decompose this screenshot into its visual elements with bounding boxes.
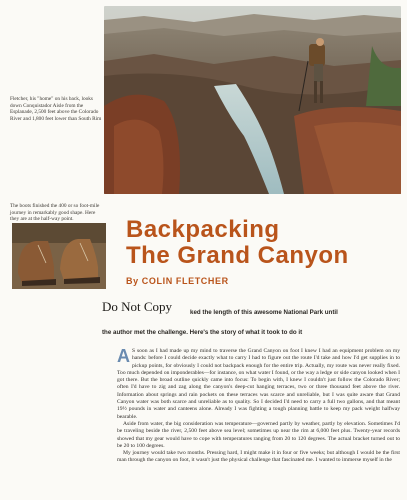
drop-cap: A (117, 348, 130, 366)
grand-canyon-hero-photo (104, 6, 401, 194)
article-title (126, 217, 396, 269)
hero-caption: Fletcher, his "home" on his back, looks down Conquistador Aisle from the Esplanade, 2,500 feet above the Colorado River and 1,800 feet lower than South Rim (10, 96, 102, 122)
body-paragraph-2: Aside from water, the big consideration was temperature—governed partly by weather, partly by elevation. Sometimes I'd be traveling beside the river, 2,500 feet above sea level; sometimes up near the rim at 6,000 feet plus. Twenty-year records showed that my gear would have to cope with temperatures ranging from 20 to 120 degrees. The actual bracket turned out to be 20 to 100 degrees. (117, 420, 400, 449)
boots-caption: The boots finished the 400 or so foot-mile journey in remarkably good shape. Here they are at the half-way point. (10, 203, 100, 223)
boots-illustration (12, 223, 106, 289)
title-line-2: The Grand Canyon (126, 242, 349, 269)
deck-line-2: the author met the challenge. Here's the story of what it took to do it (102, 329, 303, 336)
body-paragraph-3: My journey would take two months. Pressing hard, I might make it in four or five weeks; but although I would be the first man through the canyon on foot, it wasn't just the physical challenge that fascinated me. I wanted to immerse myself in the (117, 450, 400, 464)
hiking-boots-photo (12, 223, 106, 289)
body-paragraph-1: S soon as I had made up my mind to traverse the Grand Canyon on foot I knew I had an equipment problem on my hands: before I could decide exactly what to carry I had to figure out the route I'd take and how I'd get supplies in to pickup points, for obviously I could not backpack enough for the entire trip. Actually, my route was never really fixed. Too much depended on imponderables—for instance, on what water I found, or the way a ledge or side canyon looked when I got there. But the broad outline quickly came into focus: To begin with, I knew I couldn't just follow the Colorado River; often I'd have to zig and zag along the canyon's deep-cut hanging terraces, two or three thousand feet above the river. Information about springs and rain pockets on these terraces was scarce and unreliable, but I was quite aware that Grand Canyon water was both scarce and unreliable as to quality. So I decided I'd need to carry a full two gallons, and that meant 19½ pounds in water and canteens alone. Already I was fighting a tough planning battle to keep my pack weight halfway bearable. (117, 348, 400, 420)
deck-line-1: ked the length of this awesome National Park until (190, 309, 338, 316)
canyon-illustration (104, 6, 401, 194)
do-not-copy-watermark: Do Not Copy (102, 299, 173, 314)
article-body (117, 348, 400, 498)
title-line-1: Backpacking (126, 216, 280, 243)
byline: By COLIN FLETCHER (126, 276, 229, 286)
